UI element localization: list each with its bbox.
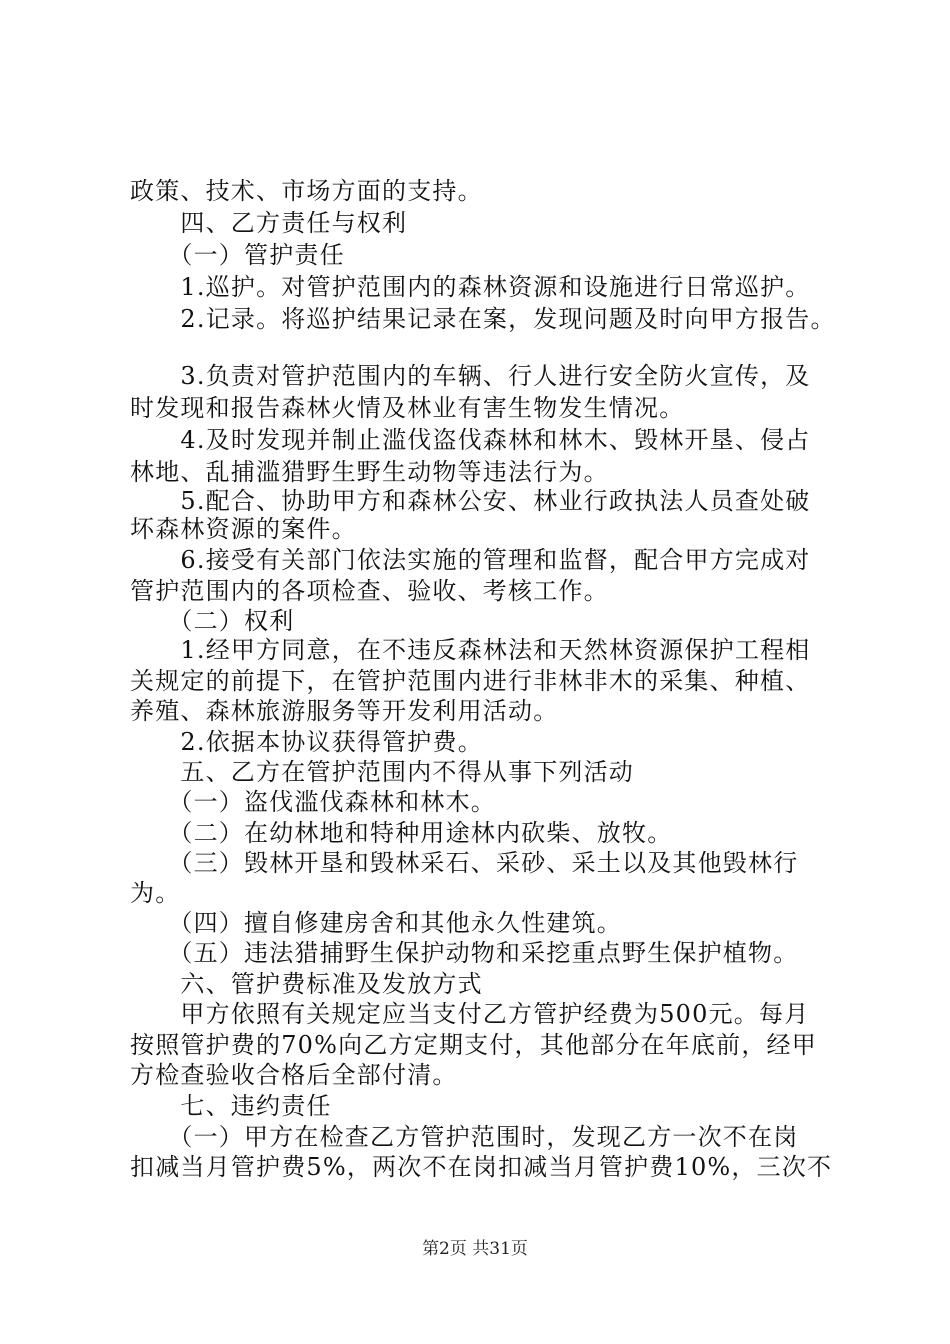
text-line: 管护范围内的各项检查、验收、考核工作。 — [130, 577, 609, 605]
text-line: （五）违法猎捕野生保护动物和采挖重点野生保护植物。 — [130, 939, 799, 967]
text-line: 林地、乱捕滥猎野生野生动物等违法行为。 — [130, 458, 609, 486]
text-line: 坏森林资源的案件。 — [130, 515, 357, 543]
text-line: 1.巡护。对管护范围内的森林资源和设施进行日常巡护。 — [130, 273, 811, 301]
subsection-heading: （二）权利 — [130, 607, 295, 635]
text-line: 方检查验收合格后全部付清。 — [130, 1061, 458, 1089]
text-line: 养殖、森林旅游服务等开发利用活动。 — [130, 697, 559, 725]
text-line: 2.记录。将巡护结果记录在案，发现问题及时向甲方报告。 — [130, 305, 836, 333]
text-line: 6.接受有关部门依法实施的管理和监督，配合甲方完成对 — [130, 546, 811, 574]
text-line: 扣减当月管护费5%，两次不在岗扣减当月管护费10%，三次不 — [130, 1153, 833, 1181]
text-line: 5.配合、协助甲方和森林公安、林业行政执法人员查处破 — [130, 487, 811, 515]
text-line: 2.依据本协议获得管护费。 — [130, 728, 483, 756]
text-line: （三）毁林开垦和毁林采石、采砂、采土以及其他毁林行 — [130, 849, 799, 877]
text-line: 关规定的前提下，在管护范围内进行非林非木的采集、种植、 — [130, 667, 811, 695]
text-line: 1.经甲方同意，在不违反森林法和天然林资源保护工程相 — [130, 636, 811, 664]
section-heading: 七、违约责任 — [130, 1092, 332, 1120]
text-line: （四）擅自修建房舍和其他永久性建筑。 — [130, 909, 622, 937]
subsection-heading: （一）管护责任 — [130, 241, 345, 269]
text-line: 政策、技术、市场方面的支持。 — [130, 177, 483, 205]
section-heading: 四、乙方责任与权利 — [130, 209, 408, 237]
text-line: 甲方依照有关规定应当支付乙方管护经费为500元。每月 — [130, 1000, 810, 1028]
section-heading: 五、乙方在管护范围内不得从事下列活动 — [130, 758, 634, 786]
section-heading: 六、管护费标准及发放方式 — [130, 970, 483, 998]
page-number-footer: 第2页 共31页 — [422, 1239, 528, 1259]
text-line: （一）甲方在检查乙方管护范围时，发现乙方一次不在岗 — [130, 1123, 799, 1151]
text-line: 为。 — [130, 879, 181, 907]
text-line: 4.及时发现并制止滥伐盗伐森林和林木、毁林开垦、侵占 — [130, 426, 811, 454]
text-line: 时发现和报告森林火情及林业有害生物发生情况。 — [130, 394, 685, 422]
text-line: （一）盗伐滥伐森林和林木。 — [130, 788, 496, 816]
text-line: （二）在幼林地和特种用途林内砍柴、放牧。 — [130, 819, 673, 847]
text-line: 3.负责对管护范围内的车辆、行人进行安全防火宣传，及 — [130, 362, 811, 390]
text-line: 按照管护费的70%向乙方定期支付，其他部分在年底前，经甲 — [130, 1031, 817, 1059]
